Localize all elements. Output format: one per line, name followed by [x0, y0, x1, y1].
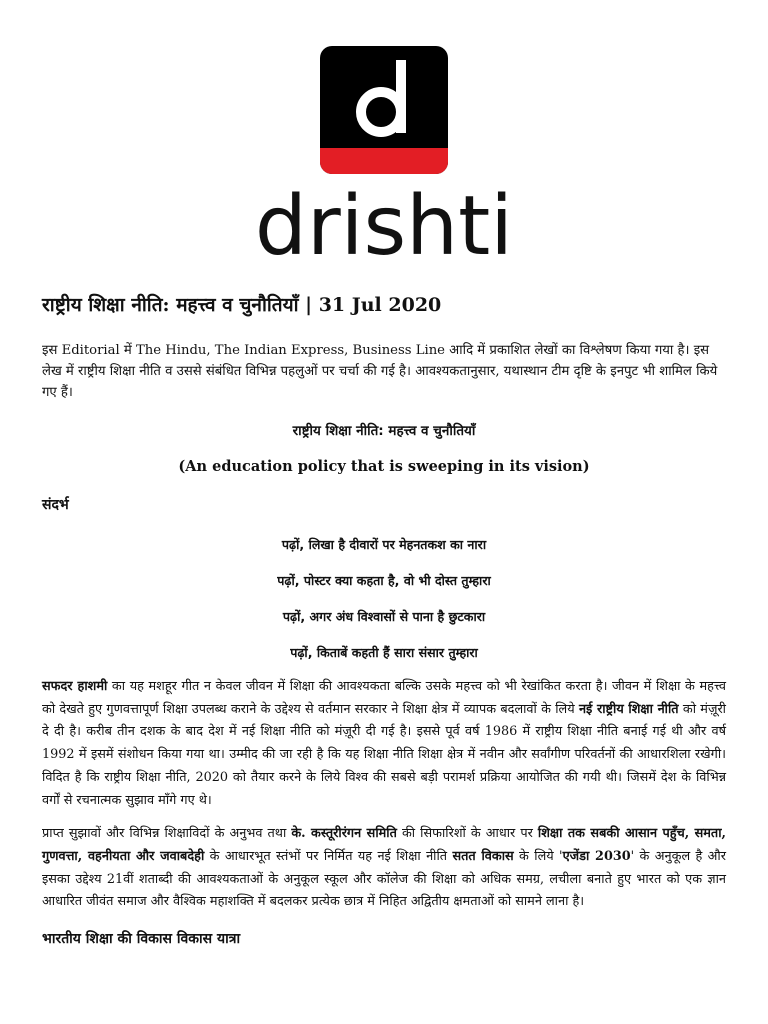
section-heading-context: संदर्भ — [42, 497, 69, 513]
logo-wordmark-text: drishti — [254, 179, 514, 268]
body-text: को मंज़ूरी दे दी है। करीब तीन दशक के बाद देश में नई शिक्षा नीति को मंज़ूरी दी गई है। इससे पूर्व वर्ष 1986 में राष्ट्रीय शिक्षा नीति बनाई गई थी और वर्ष 1992 में इसमें संशोधन किया गया था। उम्मीद की जा रही है कि यह शिक्षा नीति शिक्षा क्षेत्र में नवीन और सर्वांगीण परिवर्तनों की आधारशिला रखेगी। विदित है कि राष्ट्रीय शिक्षा नीति, 2020 को तैयार करने के लिये विश्व की सबसे बड़ी परामर्श प्रक्रिया आयोजित की गयी थी। जिसमें देश के विभिन्न वर्गों से रचनात्मक सुझाव माँगे गए थे। — [42, 701, 726, 808]
body-paragraph-2 — [42, 823, 726, 914]
body-text: का यह मशहूर गीत न केवल जीवन में शिक्षा की आवश्यकता बल्कि उसके महत्त्व को भी रेखांकित करता है। जीवन में शिक्षा के महत्त्व को देखते हुए गुणवत्तापूर्ण शिक्षा उपलब्ध कराने के उद्देश्य से वर्तमान सरकार ने शिक्षा क्षेत्र में व्यापक बदलावों के लिये — [42, 679, 726, 717]
section-heading-history: भारतीय शिक्षा की विकास विकास यात्रा — [42, 931, 241, 948]
bold-phrase: नई राष्ट्रीय शिक्षा नीति — [578, 701, 679, 717]
logo-wordmark — [0, 178, 768, 268]
body-text: प्राप्त सुझावों और विभिन्न शिक्षाविदों के अनुभव तथा — [42, 826, 292, 842]
poem-line: पढ़ों, अगर अंध विश्वासों से पाना है छुटकारा — [282, 609, 486, 624]
intro-paragraph: इस Editorial में The Hindu, The Indian Express, Business Line आदि में प्रकाशित लेखों का विश्लेषण किया गया है। इस लेख में राष्ट्रीय शिक्षा नीति व उससे संबंधित विभिन्न पहलुओं पर चर्चा की गई है। आवश्यकतानुसार, यथास्थान टीम दृष्टि के इनपुट भी शामिल किये गए हैं। — [42, 343, 718, 400]
poem-line: पढ़ों, पोस्टर क्या कहता है, वो भी दोस्त तुम्हारा — [277, 573, 491, 588]
body-text: ' के अनुकूल है और इसका उद्देश्य 21वीं शताब्दी की आवश्यकताओं के अनुकूल स्कूल और कॉलेज की शिक्षा को अधिक समग्र, लचीला बनाते हुए भारत को एक ज्ञान आधारित जीवंत समाज और वैश्विक महाशक्ति में बदलकर प्रत्येक छात्र में निहित अद्वितीय क्षमताओं को सामने लाना है। — [42, 848, 726, 910]
article — [42, 290, 726, 950]
subtitle-hindi: राष्ट्रीय शिक्षा नीति: महत्त्व व चुनौतियाँ — [292, 423, 476, 439]
body-text: के आधारभूत स्तंभों पर निर्मित यह नई शिक्षा नीति — [204, 848, 453, 864]
poem-line: पढ़ों, किताबें कहती हैं सारा संसार तुम्हारा — [290, 645, 478, 660]
article-title: राष्ट्रीय शिक्षा नीति: महत्त्व व चुनौतियाँ | 31 Jul 2020 — [42, 294, 442, 316]
bold-phrase: शिक्षा तक सबकी आसान पहुँच, समता, गुणवत्ता, वहनीयता और जवाबदेही — [42, 826, 726, 864]
logo-app-tile — [320, 46, 448, 174]
bold-phrase: एजेंडा 2030 — [562, 848, 631, 864]
bold-phrase: सफदर हाशमी — [42, 679, 108, 694]
drishti-logo — [0, 0, 768, 275]
poem-line: पढ़ों, लिखा है दीवारों पर मेहनतकश का नारा — [281, 537, 487, 552]
body-text: के लिये ' — [513, 848, 563, 864]
body-paragraph-1 — [42, 676, 726, 812]
bold-phrase: के. कस्तूरीरंगन समिति — [291, 826, 397, 842]
subtitle-english: (An education policy that is sweeping in its vision) — [178, 458, 590, 475]
body-text: की सिफारिशों के आधार पर — [396, 826, 538, 842]
bold-phrase: सतत विकास — [452, 848, 514, 864]
logo-letter-d-icon — [320, 46, 448, 174]
